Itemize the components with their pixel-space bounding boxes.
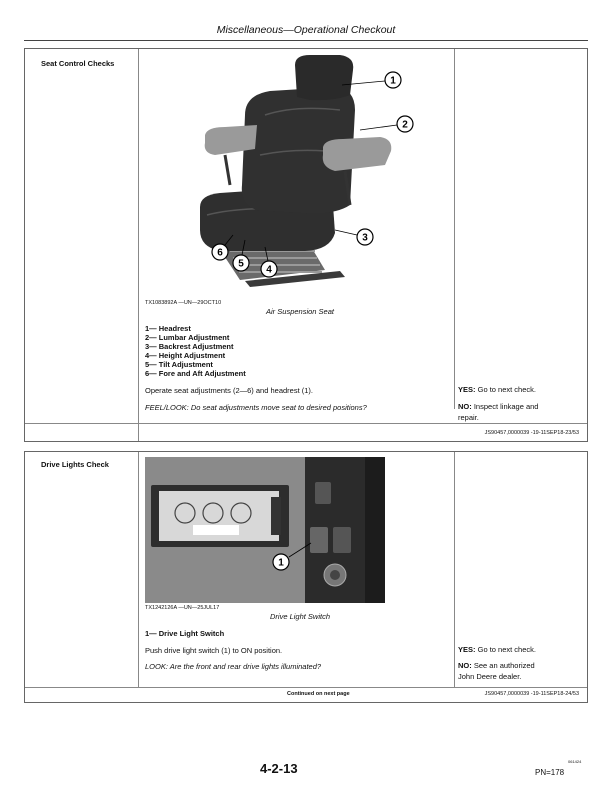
callout-5-label: 5 — [238, 258, 244, 270]
yes-text: Go to next check. — [477, 645, 536, 654]
seat-control-checks-section — [24, 48, 588, 442]
no-text: See an authorized — [473, 661, 535, 670]
callout-1-label: 1 — [390, 75, 396, 87]
display-panel-icon — [151, 485, 289, 547]
callout-3 — [335, 229, 373, 245]
instruction-text: Operate seat adjustments (2—6) and headrest (1). — [145, 386, 314, 395]
callout-2 — [360, 116, 413, 132]
yes-answer — [458, 385, 583, 396]
legend-list — [145, 324, 246, 378]
date-code: 061424 — [568, 759, 582, 764]
headrest-icon — [295, 55, 353, 100]
figure-id: TX1242126A —UN—25JUL17 — [145, 605, 220, 611]
legend-item: 5— Tilt Adjustment — [145, 360, 213, 369]
section-title: Seat Control Checks — [41, 59, 115, 68]
yes-text: Go to next check. — [477, 385, 536, 394]
callout-2-label: 2 — [402, 119, 408, 131]
callout-6-label: 6 — [217, 247, 223, 259]
figure-id: TX1083892A —UN—29OCT10 — [145, 300, 222, 306]
callout-1-label: 1 — [278, 557, 284, 569]
page-header-title: Miscellaneous—Operational Checkout — [216, 24, 396, 36]
instruction-text: Push drive light switch (1) to ON position. — [145, 646, 283, 655]
no-text-continued: John Deere dealer. — [458, 671, 522, 681]
legend-item: 2— Lumbar Adjustment — [145, 333, 230, 342]
reference-code: JS90457,0000039 -19-11SEP18-23/53 — [484, 430, 579, 436]
callout-4-label: 4 — [266, 264, 272, 276]
column-divider-right — [454, 452, 455, 687]
ref-divider — [25, 687, 587, 688]
switch-console-icon — [305, 457, 385, 603]
yes-label: YES: — [458, 645, 476, 654]
section-title: Drive Lights Check — [41, 460, 109, 469]
legend-item: 1— Headrest — [145, 324, 191, 333]
no-text: Inspect linkage and — [473, 402, 539, 411]
column-divider-left — [138, 452, 139, 687]
callout-3-label: 3 — [362, 232, 368, 244]
column-divider-left — [138, 49, 139, 441]
no-label: NO: — [458, 661, 472, 670]
page-number: 4-2-13 — [260, 761, 298, 776]
no-answer — [458, 402, 583, 423]
legend-item: 6— Fore and Aft Adjustment — [145, 369, 246, 378]
legend-item: 1— Drive Light Switch — [145, 629, 225, 638]
pn-number: PN=178 — [535, 768, 565, 777]
reference-code: JS90457,0000039 -19-11SEP18-24/53 — [484, 691, 579, 697]
legend-item: 3— Backrest Adjustment — [145, 342, 234, 351]
legend-list — [145, 629, 224, 638]
header-rule — [24, 40, 588, 41]
drive-light-switch-photo — [145, 457, 385, 603]
question-text: LOOK: Are the front and rear drive lights illuminated? — [145, 662, 322, 671]
air-suspension-seat-illustration — [145, 55, 455, 293]
legend-item: 4— Height Adjustment — [145, 351, 226, 360]
no-answer — [458, 661, 583, 682]
drive-lights-check-section — [24, 451, 588, 703]
yes-answer — [458, 645, 583, 656]
figure-caption: Air Suspension Seat — [266, 307, 334, 316]
no-text-continued: repair. — [458, 412, 479, 422]
figure-caption: Drive Light Switch — [269, 612, 331, 621]
continued-notice: Continued on next page — [287, 691, 350, 697]
no-label: NO: — [458, 402, 472, 411]
question-text: FEEL/LOOK: Do seat adjustments move seat to desired positions? — [145, 403, 367, 412]
ref-divider — [25, 423, 587, 424]
yes-label: YES: — [458, 385, 476, 394]
